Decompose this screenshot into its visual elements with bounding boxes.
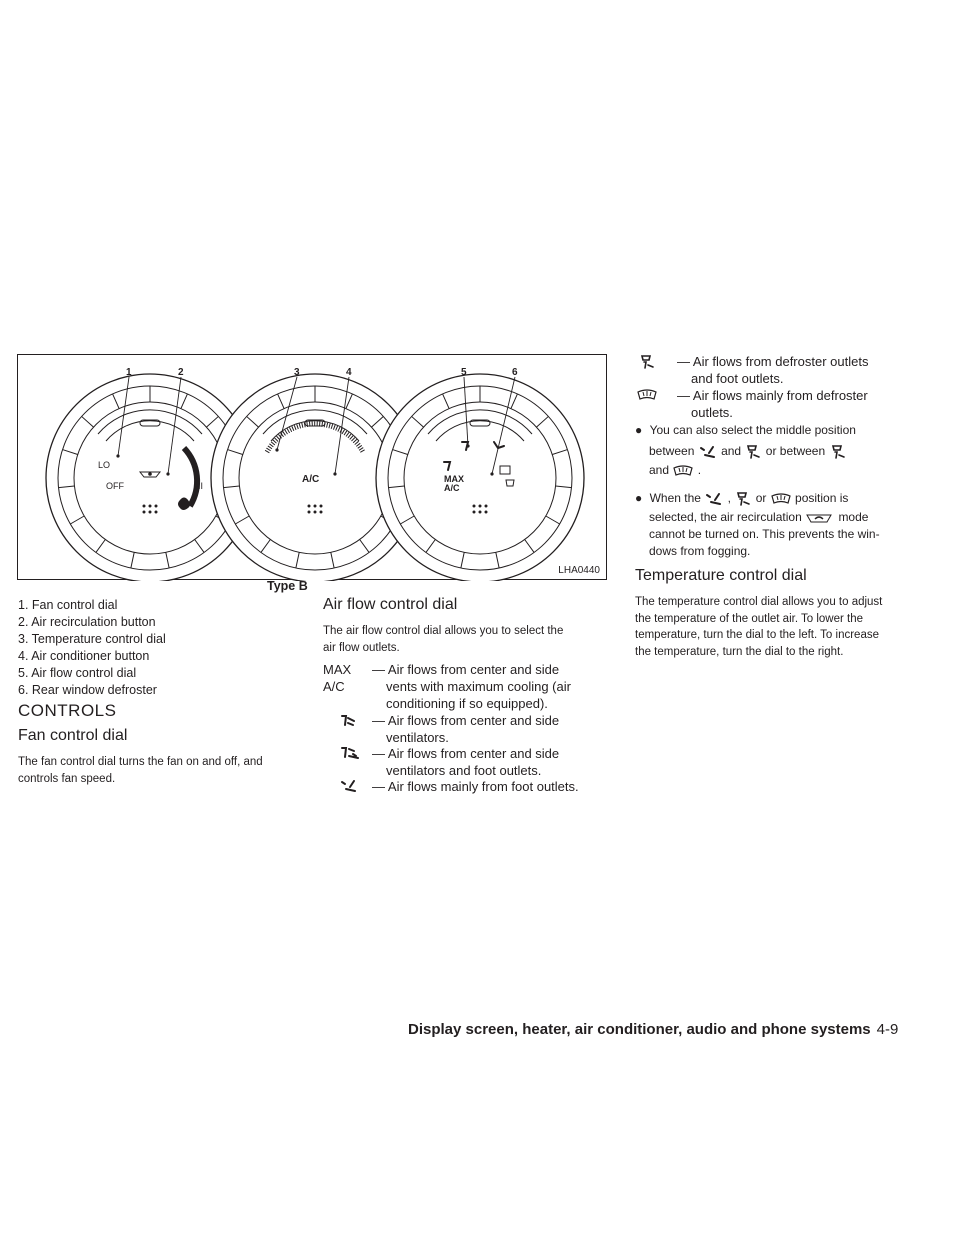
defrost-foot-icon (829, 444, 847, 460)
legend-item: 6. Rear window defroster (18, 683, 157, 697)
air-flow-intro: The air flow control dial allows you to select the air flow outlets. (323, 625, 564, 654)
legend-item: 4. Air conditioner button (18, 649, 150, 663)
vent-mode-description: — Air flows from center and side ventilators. (372, 713, 560, 745)
bi-level-icon (339, 746, 361, 760)
legend-item: 2. Air recirculation button (18, 615, 156, 629)
callout-2: 2 (178, 367, 184, 378)
page-number: 4-9 (876, 1021, 899, 1038)
defrost-icon (636, 388, 658, 402)
defrost-foot-mode-description: — Air flows from defroster outlets and foot outlets. (677, 354, 869, 386)
legend-item: 3. Temperature control dial (18, 632, 166, 646)
bi-level-mode-description: — Air flows from center and side ventilators and foot outlets. (372, 746, 560, 778)
fan-control-heading: Fan control dial (18, 727, 128, 744)
callout-6: 6 (512, 367, 518, 378)
fan-off-label: OFF (106, 481, 124, 491)
defrost-icon (770, 492, 792, 506)
controls-heading: CONTROLS (18, 701, 117, 720)
figure-caption: Type B (267, 579, 308, 593)
recirculation-note: ● When the , or position is selected, the air recirculation mode cannot be turned on. This prevents the win- dows from fogging. (635, 491, 880, 558)
defrost-foot-icon (734, 491, 752, 507)
legend-item: 1. Fan control dial (18, 598, 118, 612)
temperature-heading: Temperature control dial (635, 567, 807, 584)
defrost-foot-icon (744, 444, 762, 460)
max-ac-mode-label: MAX A/C (323, 662, 352, 694)
callout-5: 5 (461, 367, 467, 378)
fan-lo-label: LO (98, 460, 111, 470)
callout-4: 4 (346, 367, 352, 378)
callout-1: 1 (126, 367, 132, 378)
hvac-control-figure (17, 354, 607, 580)
legend-item: 5. Air flow control dial (18, 666, 137, 680)
fan-control-text: The fan control dial turns the fan on and off, and controls fan speed. (18, 756, 263, 785)
ac-button-label: A/C (302, 474, 320, 485)
fan-hi-label: HI (194, 481, 203, 491)
max-ac-mode-description: — Air flows from center and side vents with maximum cooling (air conditioning if so equipped). (372, 662, 571, 711)
defrost-mode-description: — Air flows mainly from defroster outlets. (677, 388, 868, 420)
callout-3: 3 (294, 367, 300, 378)
max-ac-label: A/C (444, 483, 460, 493)
page-footer (408, 1021, 898, 1038)
foot-icon (704, 492, 724, 506)
footer-section-title: Display screen, heater, air conditioner, audio and phone systems (408, 1021, 871, 1038)
vent-icon (339, 714, 357, 728)
bullet-mark: ● (635, 423, 643, 437)
foot-icon (339, 779, 359, 793)
figure-code: LHA0440 (558, 565, 600, 576)
foot-mode-description: — Air flows mainly from foot outlets. (372, 779, 579, 794)
temperature-text: The temperature control dial allows you to adjust the temperature of the outlet air. To lower the temperature, turn the dial to the left. To increase the temperature, turn the dial to the right. (635, 596, 883, 658)
air-flow-control-dial (376, 374, 584, 581)
middle-position-note: ● You can also select the middle position between and or between and . (635, 423, 856, 477)
hvac-dials-illustration (18, 355, 608, 581)
air-flow-heading: Air flow control dial (323, 596, 458, 613)
recirculation-icon (805, 511, 835, 525)
defrost-icon (672, 464, 694, 478)
foot-icon (698, 445, 718, 459)
max-label: MAX (444, 474, 464, 484)
defrost-foot-icon (638, 354, 656, 370)
bullet-mark: ● (635, 491, 643, 505)
figure-legend-list (18, 597, 166, 699)
